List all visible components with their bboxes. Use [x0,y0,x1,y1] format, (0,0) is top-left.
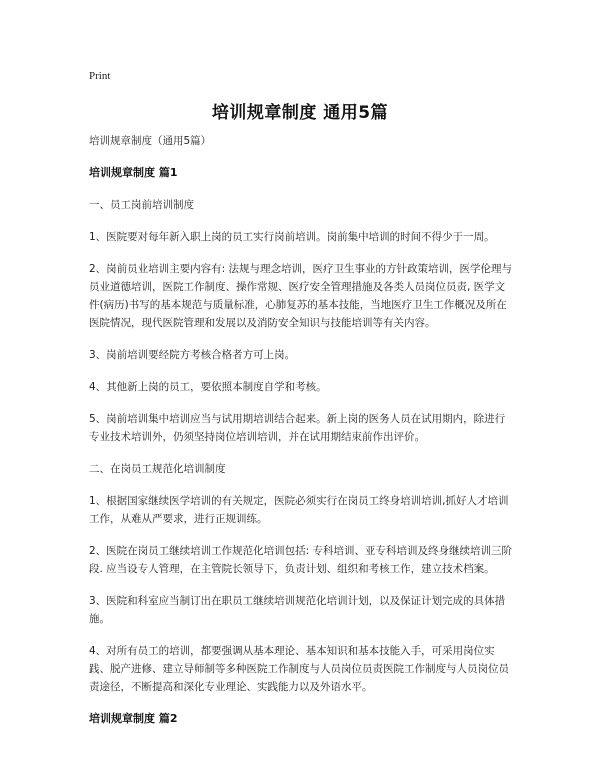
page-title: 培训规章制度 通用5篇 [211,103,389,123]
paragraph: 4、其他新上岗的员工，要依照本制度自学和考核。 [89,381,327,393]
paragraph: 3、岗前培训要经院方考核合格者方可上岗。 [89,349,296,361]
part-heading-2: 二、在岗员工规范化培训制度 [89,463,226,475]
paragraph: 3、医院和科室应当制订出在职员工继续培训规范化培训计划，以及保证计划完成的具体措施。 [89,595,506,625]
paragraph: 1、根据国家继续医学培训的有关规定，医院必须实行在岗员工终身培训培训,抓好人才培训工作，从难从严要求，进行正规训练。 [89,495,509,525]
section-heading-2: 培训规章制度 篇2 [89,712,178,725]
part-heading-1: 一、员工岗前培训制度 [89,199,194,211]
paragraph: 2、岗前员业培训主要内容有: 法规与理念培训，医疗卫生事业的方针政策培训，医学伦理与员业道德培训，医院工作制度、操作常规、医疗安全管理措施及各类人员岗位员责, 医学文件(病历)书写的基本规范与质量标准，心肺复苏的基本技能，当地医疗卫生工作概况及所在医院情况，现代医院管理和发展以及消防安全知识与技能培训等有关内容。 [89,263,513,329]
print-link[interactable]: Print [89,70,111,82]
paragraph: 5、岗前培训集中培训应当与试用期培训结合起来。新上岗的医务人员在试用期内，除进行专业技术培训外，仍须坚持岗位培训培训，并在试用期结束前作出评价。 [89,413,506,443]
paragraph: 4、对所有员工的培训，都要强调从基本理论、基本知识和基本技能入手，可采用岗位实践、脱产进修、建立导师制等多种医院工作制度与人员岗位员责医院工作制度与人员岗位员责途径，不断提高和深化专业理论、实践能力以及外语水平。 [89,645,509,693]
document-subtitle: 培训规章制度（通用5篇） [89,135,212,147]
paragraph: 2、医院在岗员工继续培训工作规范化培训包括: 专科培训、亚专科培训及终身继续培训三阶段. 应当设专人管理，在主管院长领导下，负责计划、组织和考核工作，建立技术档案。 [89,545,513,575]
paragraph: 1、医院要对每年新入职上岗的员工实行岗前培训。岗前集中培训的时间不得少于一周。 [89,231,495,243]
document-body [89,132,514,742]
section-heading-1: 培训规章制度 篇1 [89,166,178,179]
